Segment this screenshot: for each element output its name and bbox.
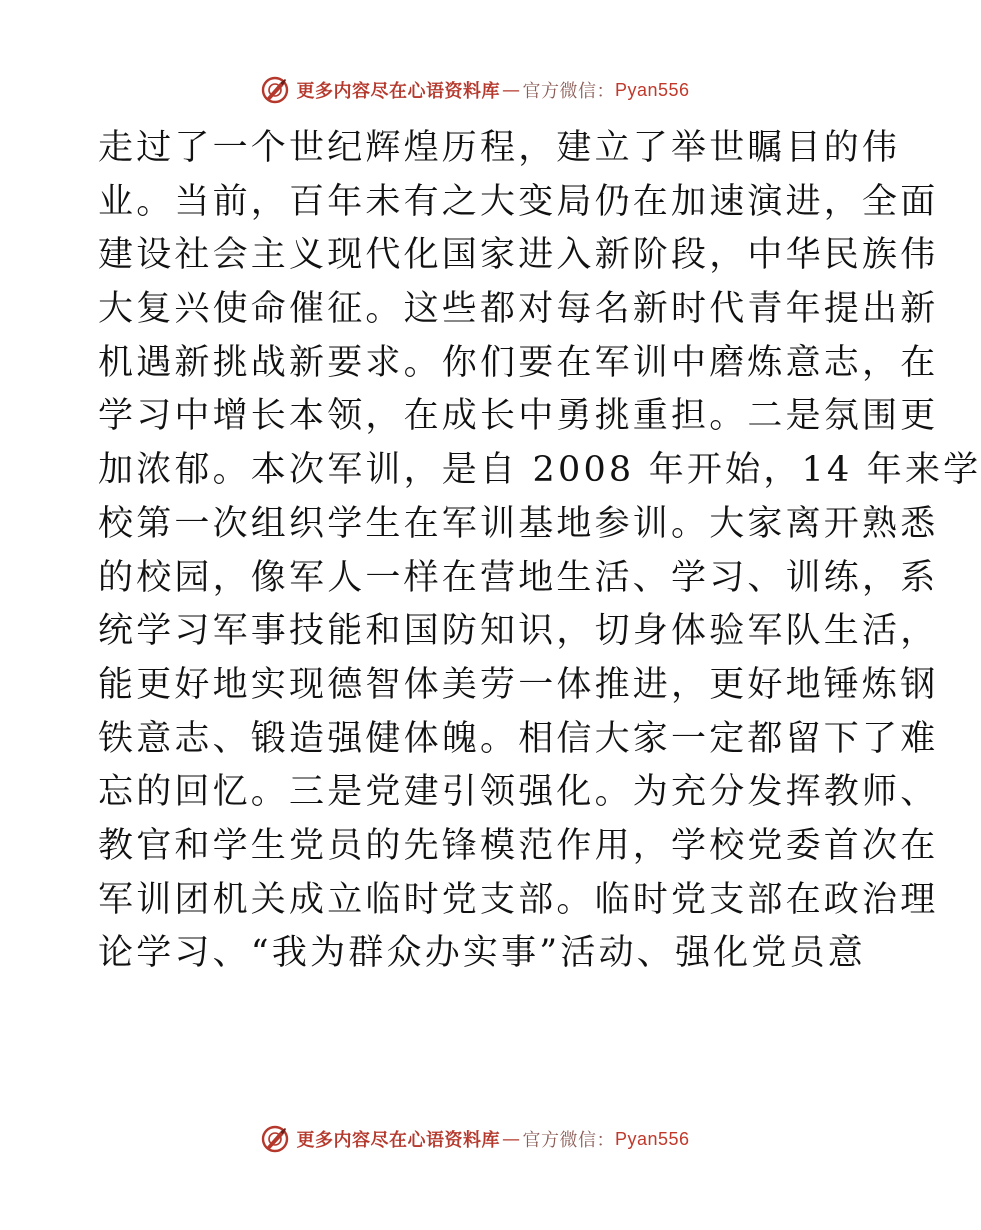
footer-promo-text: 更多内容尽在心语资料库 xyxy=(296,1130,500,1151)
footer-wechat-id: Pyan556 xyxy=(614,1128,690,1149)
logo-icon xyxy=(260,1124,290,1154)
header-promo xyxy=(296,77,689,103)
footer-wechat-label: 官方微信： xyxy=(522,1130,615,1151)
header-dash: — xyxy=(501,79,521,101)
body-line: 的校园，像军人一样在营地生活、学习、训练，系 xyxy=(98,557,939,598)
footer-banner xyxy=(0,1121,950,1157)
footer-dash: — xyxy=(501,1128,521,1150)
header-banner xyxy=(0,72,950,108)
header-wechat-label: 官方微信： xyxy=(522,81,615,102)
body-line: 铁意志、锻造强健体魄。相信大家一定都留下了难 xyxy=(98,718,939,759)
body-line: 走过了一个世纪辉煌历程，建立了举世瞩目的伟 xyxy=(98,128,901,168)
header-promo-text: 更多内容尽在心语资料库 xyxy=(296,81,500,102)
document-body xyxy=(98,122,981,981)
body-line: 学习中增长本领，在成长中勇挑重担。二是氛围更 xyxy=(98,396,939,437)
body-line: 教官和学生党员的先锋模范作用，学校党委首次在 xyxy=(98,825,939,866)
body-line: 校第一次组织学生在军训基地参训。大家离开熟悉 xyxy=(98,503,939,544)
body-line: 论学习、“我为群众办实事”活动、强化党员意 xyxy=(98,933,866,974)
body-line: 忘的回忆。三是党建引领强化。为充分发挥教师、 xyxy=(98,772,939,813)
body-line: 机遇新挑战新要求。你们要在军训中磨炼意志，在 xyxy=(98,342,939,383)
body-line: 军训团机关成立临时党支部。临时党支部在政治理 xyxy=(98,879,939,920)
body-line: 业。当前，百年未有之大变局仍在加速演进，全面 xyxy=(98,181,939,222)
header-wechat-id: Pyan556 xyxy=(614,79,690,100)
footer-promo xyxy=(296,1126,689,1152)
body-line: 能更好地实现德智体美劳一体推进，更好地锤炼钢 xyxy=(98,664,939,705)
body-line: 加浓郁。本次军训，是自 2008 年开始，14 年来学 xyxy=(98,450,981,491)
body-line: 建设社会主义现代化国家进入新阶段，中华民族伟 xyxy=(98,235,939,276)
logo-icon xyxy=(260,75,290,105)
body-line: 统学习军事技能和国防知识，切身体验军队生活， xyxy=(98,611,939,652)
body-line: 大复兴使命催征。这些都对每名新时代青年提出新 xyxy=(98,289,939,330)
